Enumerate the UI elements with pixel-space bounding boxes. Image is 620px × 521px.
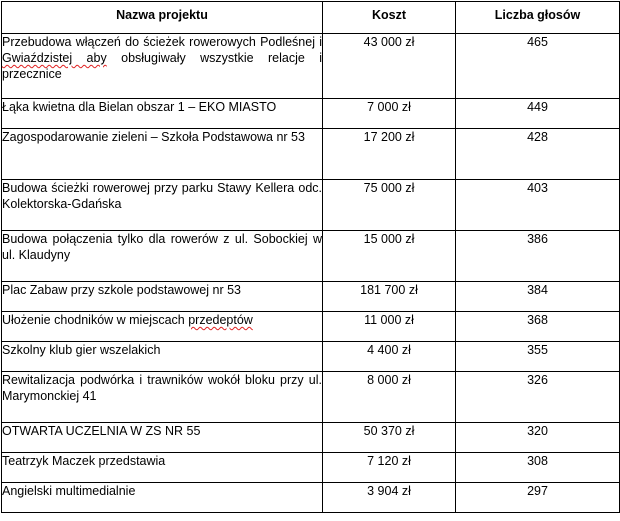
project-name-cell: Plac Zabaw przy szkole podstawowej nr 53	[2, 282, 323, 312]
table-row	[2, 99, 620, 129]
spellcheck-underlined-text: przedeptów	[188, 313, 253, 327]
table-row	[2, 372, 620, 423]
project-name-cell: OTWARTA UCZELNIA W ZS NR 55	[2, 423, 323, 453]
table-row	[2, 342, 620, 372]
project-votes-cell: 449	[456, 99, 620, 129]
project-name-cell	[2, 34, 323, 99]
project-cost-cell: 11 000 zł	[323, 312, 456, 342]
project-cost-cell: 8 000 zł	[323, 372, 456, 423]
project-cost-cell: 7 120 zł	[323, 453, 456, 483]
table-row	[2, 282, 620, 312]
project-name-cell: Łąka kwietna dla Bielan obszar 1 – EKO MIASTO	[2, 99, 323, 129]
header-row	[2, 2, 620, 34]
projects-table	[1, 1, 620, 513]
table-row	[2, 423, 620, 453]
table-row	[2, 231, 620, 282]
project-votes-cell: 297	[456, 483, 620, 513]
project-votes-cell: 428	[456, 129, 620, 180]
header-project-name: Nazwa projektu	[2, 2, 323, 34]
header-cost: Koszt	[323, 2, 456, 34]
project-cost-cell: 50 370 zł	[323, 423, 456, 453]
project-name-text: Przebudowa włączeń do ścieżek rowerowych Podleśnej i	[2, 35, 322, 49]
table-row	[2, 312, 620, 342]
project-cost-cell: 43 000 zł	[323, 34, 456, 99]
spellcheck-underlined-text: Gwiaździstej aby	[2, 51, 107, 65]
project-votes-cell: 308	[456, 453, 620, 483]
project-votes-cell: 355	[456, 342, 620, 372]
project-cost-cell: 75 000 zł	[323, 180, 456, 231]
project-votes-cell: 465	[456, 34, 620, 99]
project-votes-cell: 368	[456, 312, 620, 342]
project-name-cell: Szkolny klub gier wszelakich	[2, 342, 323, 372]
project-cost-cell: 181 700 zł	[323, 282, 456, 312]
table-row	[2, 453, 620, 483]
project-name-cell	[2, 312, 323, 342]
project-name-text: Ułożenie chodników w miejscach	[2, 313, 189, 327]
table-row	[2, 34, 620, 99]
project-name-cell: Angielski multimedialnie	[2, 483, 323, 513]
header-votes: Liczba głosów	[456, 2, 620, 34]
project-name-text: obsługiwały wszystkie relacje i przecznice	[2, 51, 322, 81]
project-cost-cell: 15 000 zł	[323, 231, 456, 282]
project-cost-cell: 4 400 zł	[323, 342, 456, 372]
project-name-cell: Teatrzyk Maczek przedstawia	[2, 453, 323, 483]
project-votes-cell: 384	[456, 282, 620, 312]
project-name-cell: Budowa połączenia tylko dla rowerów z ul. Sobockiej w ul. Klaudyny	[2, 231, 323, 282]
table-row	[2, 129, 620, 180]
project-name-cell: Rewitalizacja podwórka i trawników wokół bloku przy ul. Marymonckiej 41	[2, 372, 323, 423]
project-name-cell: Budowa ścieżki rowerowej przy parku Stawy Kellera odc. Kolektorska-Gdańska	[2, 180, 323, 231]
project-name-cell: Zagospodarowanie zieleni – Szkoła Podstawowa nr 53	[2, 129, 323, 180]
project-cost-cell: 7 000 zł	[323, 99, 456, 129]
project-votes-cell: 320	[456, 423, 620, 453]
project-cost-cell: 3 904 zł	[323, 483, 456, 513]
table-row	[2, 180, 620, 231]
table-row	[2, 483, 620, 513]
project-votes-cell: 386	[456, 231, 620, 282]
project-votes-cell: 403	[456, 180, 620, 231]
project-votes-cell: 326	[456, 372, 620, 423]
project-cost-cell: 17 200 zł	[323, 129, 456, 180]
